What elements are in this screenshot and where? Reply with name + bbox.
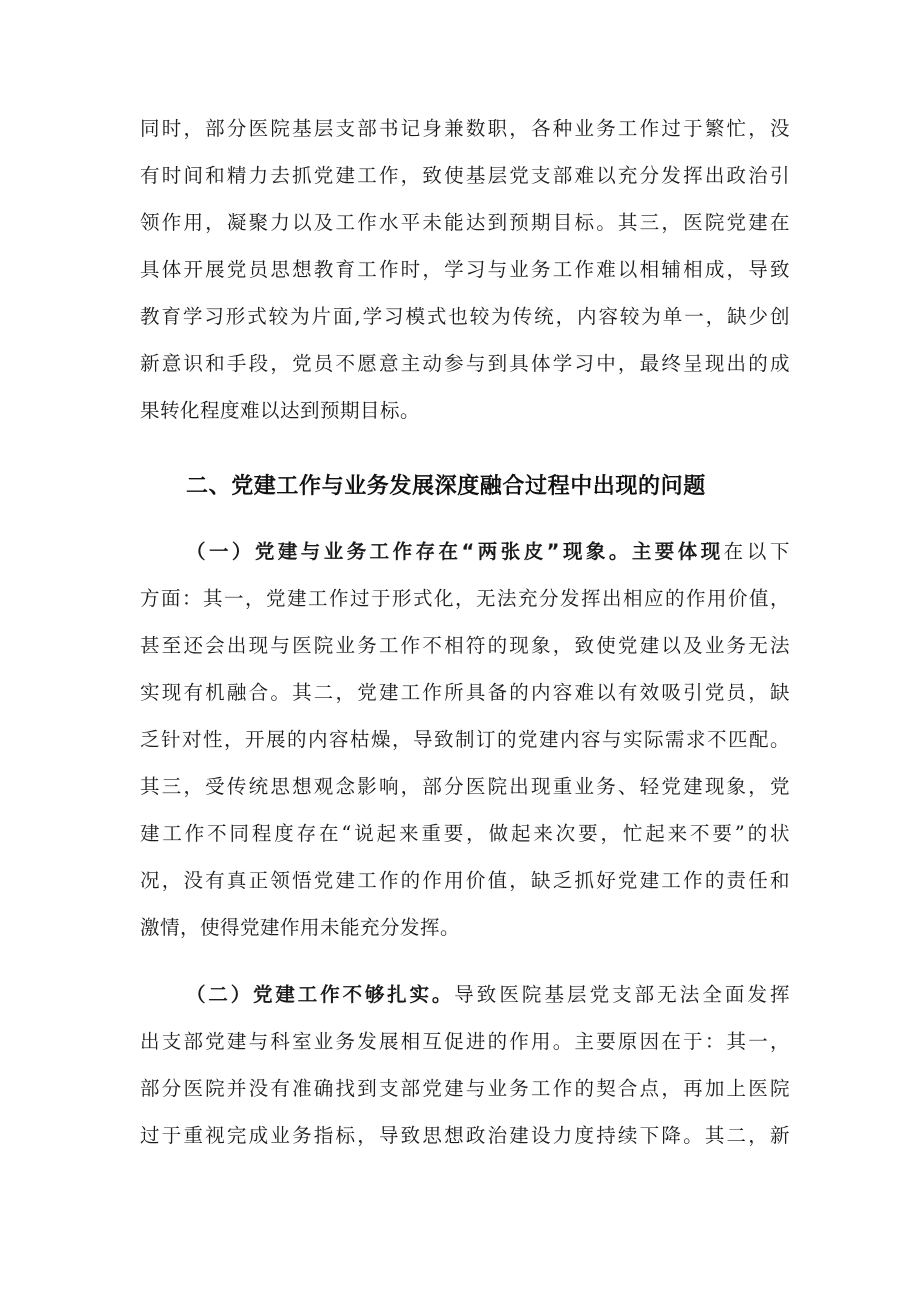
text-line: 领作用，凝聚力以及工作水平未能达到预期目标。其三，医院党建在 — [140, 211, 790, 234]
text-run: 导致医院基层党支部无法全面发挥 — [454, 983, 790, 1006]
text-line: 果转化程度难以达到预期目标。 — [140, 399, 421, 422]
text-line: 甚至还会出现与医院业务工作不相符的现象，致使党建以及业务无法 — [140, 634, 790, 657]
text-line — [186, 981, 790, 1009]
text-line: 有时间和精力去抓党建工作，致使基层党支部难以充分发挥出政治引 — [140, 164, 790, 187]
subsection-title: （二）党建工作不够扎实。 — [186, 983, 455, 1006]
text-line: 实现有机融合。其二，党建工作所具备的内容难以有效吸引党员，缺 — [140, 681, 790, 704]
text-line: 部分医院并没有准确找到支部党建与业务工作的契合点，再加上医院 — [140, 1077, 790, 1100]
text-line: 教育学习形式较为片面,学习模式也较为传统，内容较为单一，缺少创 — [140, 305, 790, 328]
text-line: 激情，使得党建作用未能充分发挥。 — [140, 916, 461, 939]
text-line: 过于重视完成业务指标，导致思想政治建设力度持续下降。其二，新 — [140, 1124, 790, 1147]
text-run: 在以下 — [723, 540, 790, 563]
text-line: 建工作不同程度存在“说起来重要，做起来次要，忙起来不要”的状 — [140, 822, 790, 845]
text-line: 出支部党建与科室业务发展相互促进的作用。主要原因在于：其一， — [140, 1030, 790, 1053]
text-line: 其三，受传统思想观念影响，部分医院出现重业务、轻党建现象，党 — [140, 775, 790, 798]
text-line — [186, 538, 790, 566]
section-heading: 二、党建工作与业务发展深度融合过程中出现的问题 — [186, 474, 706, 499]
text-line: 乏针对性，开展的内容枯燥，导致制订的党建内容与实际需求不匹配。 — [140, 728, 790, 751]
text-line: 具体开展党员思想教育工作时，学习与业务工作难以相辅相成，导致 — [140, 258, 790, 281]
text-line: 方面：其一，党建工作过于形式化，无法充分发挥出相应的作用价值， — [140, 587, 790, 610]
subsection-title: （一）党建与业务工作存在“两张皮”现象。主要体现 — [186, 540, 724, 563]
text-line: 况，没有真正领悟党建工作的作用价值，缺乏抓好党建工作的责任和 — [140, 869, 790, 892]
text-line: 新意识和手段，党员不愿意主动参与到具体学习中，最终呈现出的成 — [140, 352, 790, 375]
text-line: 同时，部分医院基层支部书记身兼数职，各种业务工作过于繁忙，没 — [140, 117, 790, 140]
